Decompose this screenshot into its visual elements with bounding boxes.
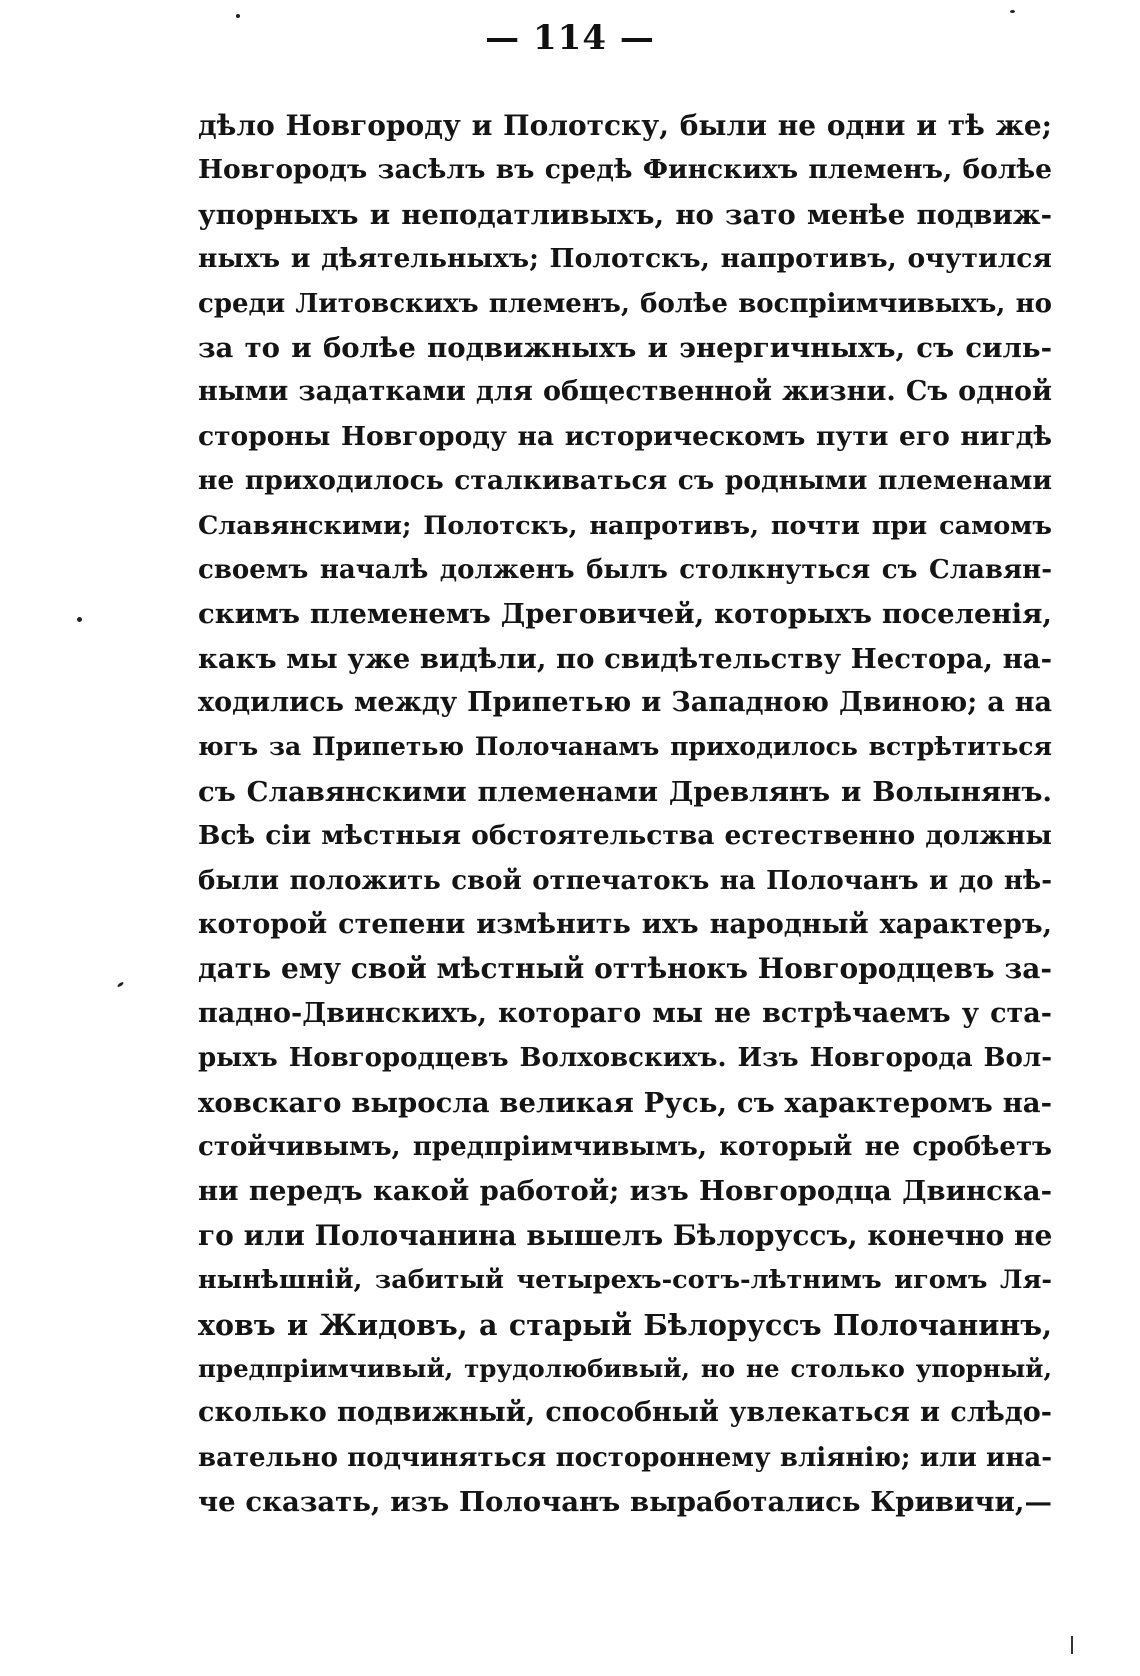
text-line: за то и болѣе подвижныхъ и энергичныхъ, съ силь- <box>198 331 1052 364</box>
scan-edge-mark <box>1071 1636 1073 1654</box>
text-line: нынѣшній, забитый четырехъ-сотъ-лѣтнимъ игомъ Ля- <box>198 1265 1052 1296</box>
text-line: ховскаго выросла великая Русь, съ характеромъ на- <box>198 1086 1052 1119</box>
text-line: не приходилось сталкиваться съ родными племенами <box>198 465 1052 497</box>
text-line: среди Литовскихъ племенъ, болѣе воспріимчивыхъ, но <box>198 288 1052 319</box>
page-number: — 114 — <box>485 18 655 58</box>
text-line: дѣло Новгороду и Полотску, были не одни и тѣ же; <box>198 109 1052 142</box>
text-line: Новгородъ засѣлъ въ средѣ Финскихъ племенъ, болѣе <box>198 154 1052 186</box>
text-line: предпріимчивый, трудолюбивый, но не столько упорный, <box>198 1353 1052 1383</box>
text-line: рыхъ Новгородцевъ Волховскихъ. Изъ Новгорода Вол- <box>198 1043 1052 1074</box>
text-line: дать ему свой мѣстный оттѣнокъ Новгородцевъ за- <box>198 952 1052 986</box>
text-line: сколько подвижный, способный увлекаться и слѣдо- <box>198 1397 1052 1429</box>
scan-speck <box>236 14 240 18</box>
text-line: ховъ и Жидовъ, а старый Бѣлоруссъ Полочанинъ, <box>198 1307 1052 1342</box>
text-line: скимъ племенемъ Дреговичей, которыхъ поселенія, <box>198 598 1052 631</box>
text-line: которой степени измѣнить ихъ народный характеръ, <box>198 909 1052 941</box>
text-line: съ Славянскими племенами Древлянъ и Волынянъ. <box>198 775 1052 808</box>
text-line: Всѣ сіи мѣстныя обстоятельства естественно должны <box>198 820 1052 852</box>
text-line: стороны Новгороду на историческомъ пути его нигдѣ <box>198 420 1052 452</box>
text-line: че сказать, изъ Полочанъ выработались Кривичи,— <box>198 1486 1052 1519</box>
text-line: ни передъ какой работой; изъ Новгородца Двинска- <box>198 1175 1052 1208</box>
text-line: ныхъ и дѣятельныхъ; Полотскъ, напротивъ, очутился <box>198 243 1052 275</box>
scan-speck <box>1010 10 1015 13</box>
text-line: своемъ началѣ долженъ былъ столкнуться съ Славян- <box>198 554 1052 585</box>
text-line: стойчивымъ, предпріимчивымъ, который не сробѣетъ <box>198 1131 1052 1162</box>
text-line: югъ за Припетью Полочанамъ приходилось встрѣтиться <box>198 732 1052 762</box>
text-line: ходились между Припетью и Западною Двиною; а на <box>198 687 1052 719</box>
text-line: были положить свой отпечатокъ на Полочанъ и до нѣ- <box>198 865 1052 896</box>
text-line: падно-Двинскихъ, котораго мы не встрѣчаемъ у ста- <box>198 997 1052 1029</box>
text-line: вательно подчиняться постороннему вліянію; или ина- <box>198 1442 1052 1473</box>
text-line: ными задатками для общественной жизни. Съ одной <box>198 376 1052 408</box>
scan-speck <box>117 981 124 987</box>
scan-speck <box>77 617 82 622</box>
text-line: Славянскими; Полотскъ, напротивъ, почти при самомъ <box>198 510 1052 541</box>
text-line: го или Полочанина вышелъ Бѣлоруссъ, конечно не <box>198 1218 1052 1252</box>
body-text <box>198 104 1052 1525</box>
text-line: какъ мы уже видѣли, по свидѣтельству Нестора, на- <box>198 642 1052 675</box>
text-line: упорныхъ и неподатливыхъ, но зато менѣе подвиж- <box>198 198 1052 231</box>
